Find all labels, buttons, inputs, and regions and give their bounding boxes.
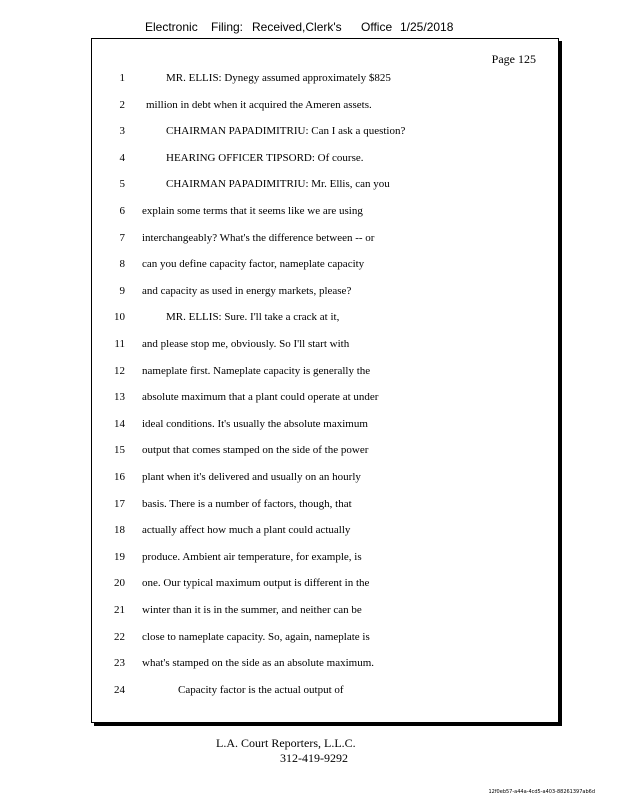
transcript-line (92, 444, 558, 471)
document-id: 12f0eb57-a44a-4cd5-a403-88261397ab6d (488, 789, 595, 795)
line-text: ideal conditions. It's usually the absolute maximum (142, 417, 368, 430)
line-text: basis. There is a number of factors, though, that (142, 497, 352, 510)
line-text: close to nameplate capacity. So, again, nameplate is (142, 630, 370, 643)
line-text: interchangeably? What's the difference between -- or (142, 231, 375, 244)
reporter-company: L.A. Court Reporters, L.L.C. (216, 736, 356, 750)
line-number: 5 (119, 178, 125, 191)
line-text: actually affect how much a plant could actually (142, 524, 351, 537)
transcript-line (92, 631, 558, 658)
line-text: plant when it's delivered and usually on an hourly (142, 471, 361, 483)
transcript-line (92, 152, 558, 179)
line-text: CHAIRMAN PAPADIMITRIU: Mr. Ellis, can you (166, 178, 390, 191)
line-number: 19 (114, 550, 125, 563)
header-office: Office (361, 20, 393, 34)
transcript-line (92, 232, 558, 259)
transcript-line (92, 471, 558, 498)
line-number: 2 (119, 98, 125, 111)
line-text: HEARING OFFICER TIPSORD: Of course. (166, 151, 364, 164)
line-text: MR. ELLIS: Sure. I'll take a crack at it, (166, 311, 340, 324)
line-number: 13 (114, 391, 125, 404)
header-filing: Filing: (211, 20, 244, 34)
transcript-line (92, 258, 558, 285)
line-text: can you define capacity factor, nameplate capacity (142, 258, 365, 271)
line-number: 6 (119, 205, 125, 217)
line-text: what's stamped on the side as an absolute maximum. (142, 657, 375, 670)
transcript-line (92, 311, 558, 338)
transcript-line (92, 657, 558, 684)
transcript-line (92, 178, 558, 205)
line-number: 18 (114, 524, 125, 537)
transcript-line (92, 205, 558, 232)
line-text: MR. ELLIS: Dynegy assumed approximately $825 (166, 72, 391, 84)
line-number: 10 (114, 311, 125, 324)
line-number: 22 (114, 630, 125, 643)
page-number: Page 125 (491, 52, 536, 66)
transcript-line (92, 338, 558, 365)
line-number: 24 (114, 683, 125, 696)
reporter-phone: 312-419-9292 (280, 751, 348, 765)
line-number: 16 (114, 471, 125, 483)
transcript-line (92, 498, 558, 525)
transcript-line (92, 72, 558, 99)
transcript-line (92, 285, 558, 312)
transcript-line (92, 125, 558, 152)
line-number: 14 (114, 417, 125, 430)
line-text: output that comes stamped on the side of the power (142, 444, 369, 457)
line-text: produce. Ambient air temperature, for example, is (142, 550, 362, 563)
line-number: 17 (114, 497, 125, 510)
line-number: 23 (114, 657, 125, 670)
line-number: 3 (119, 125, 125, 138)
line-text: CHAIRMAN PAPADIMITRIU: Can I ask a question? (166, 125, 406, 138)
transcript-line (92, 684, 558, 711)
line-number: 20 (114, 577, 125, 590)
line-text: million in debt when it acquired the Ameren assets. (146, 98, 372, 111)
line-number: 8 (119, 258, 125, 271)
line-number: 4 (119, 151, 125, 164)
line-number: 15 (114, 444, 125, 457)
line-text: winter than it is in the summer, and neither can be (142, 604, 362, 616)
header-electronic: Electronic (145, 20, 198, 34)
line-text: absolute maximum that a plant could operate at under (142, 391, 379, 404)
line-number: 1 (119, 72, 125, 84)
line-number: 9 (119, 284, 125, 297)
line-number: 7 (119, 231, 125, 244)
line-number: 21 (114, 604, 125, 616)
transcript-line (92, 418, 558, 445)
transcript-line (92, 365, 558, 392)
transcript-line (92, 391, 558, 418)
transcript-line (92, 99, 558, 126)
line-text: and please stop me, obviously. So I'll start with (142, 338, 350, 350)
header-date: 1/25/2018 (400, 20, 454, 34)
filing-header (145, 20, 453, 34)
transcript-line (92, 524, 558, 551)
line-text: explain some terms that it seems like we are using (142, 205, 363, 217)
transcript-line (92, 577, 558, 604)
line-number: 12 (114, 364, 125, 377)
line-text: one. Our typical maximum output is different in the (142, 577, 370, 590)
transcript-line (92, 604, 558, 631)
line-number: 11 (114, 338, 125, 350)
line-text: Capacity factor is the actual output of (178, 683, 344, 696)
court-reporter-footer (216, 736, 356, 766)
transcript-page (91, 38, 559, 723)
line-text: nameplate first. Nameplate capacity is generally the (142, 364, 371, 377)
line-text: and capacity as used in energy markets, please? (142, 284, 352, 297)
header-received: Received,Clerk's (252, 20, 342, 34)
transcript-line (92, 551, 558, 578)
